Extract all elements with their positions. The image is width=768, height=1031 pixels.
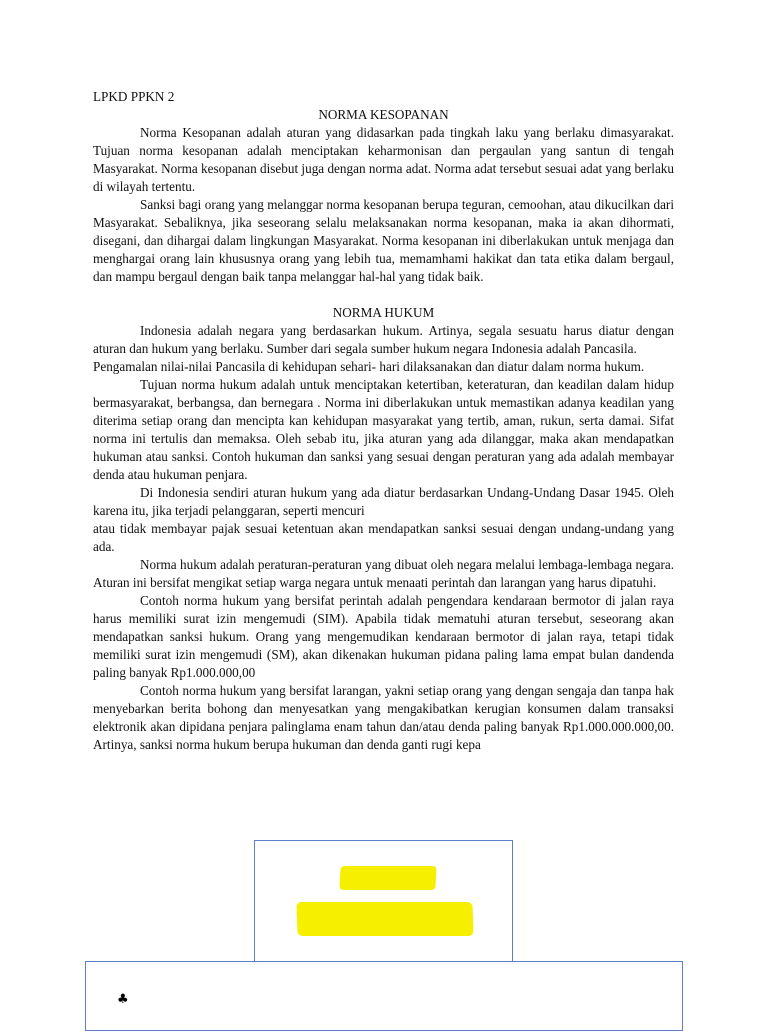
paragraph: Norma hukum adalah peraturan-peraturan yang dibuat oleh negara melalui lembaga-lembaga negara. Aturan ini bersifat mengikat setiap warga negara untuk menaati perintah dan larangan yang harus dipatuhi. <box>93 557 674 590</box>
paragraph: Di Indonesia sendiri aturan hukum yang ada diatur berdasarkan Undang-Undang Dasar 1945. Oleh karena itu, jika terjadi pelanggaran, seperti mencuri <box>93 485 674 518</box>
section-title-norma-hukum: NORMA HUKUM <box>332 305 435 320</box>
paragraph: Indonesia adalah negara yang berdasarkan hukum. Artinya, segala sesuatu harus diatur dengan aturan dan hukum yang berlaku. Sumber dari segala sumber hukum negara Indonesia adalah Pancasila. <box>93 323 674 356</box>
document-header: LPKD PPKN 2 <box>93 89 175 104</box>
section-title-norma-kesopanan: NORMA KESOPANAN <box>318 107 449 122</box>
bottom-text-box <box>85 961 683 1031</box>
paragraph: Contoh norma hukum yang bersifat larangan, yakni setiap orang yang dengan sengaja dan tanpa hak menyebarkan berita bohong dan menyesatkan yang mengakibatkan kerugian konsumen dalam transaksi elektronik akan dipidana penjara palinglama enam tahun dan/atau denda paling banyak Rp1.000.000.000,00. Artinya, sanksi norma hukum berupa hukuman dan denda ganti rugi kepa <box>93 683 674 752</box>
paragraph: Sanksi bagi orang yang melanggar norma kesopanan berupa teguran, cemoohan, atau dikucilkan dari Masyarakat. Sebaliknya, jika seseorang selalu melaksanakan norma kesopanan, maka ia akan dihormati, disegani, dan dihargai dalam lingkungan Masyarakat. Norma kesopanan ini diberlakukan untuk menjaga dan menghargai orang lain khususnya orang yang lebih tua, memamhami hakikat dan tata etika dalam bergaul, dan mampu bergaul dengan baik tanpa melanggar hal-hal yang tidak baik. <box>93 197 674 284</box>
highlight-mark <box>296 902 473 936</box>
paragraph: Pengamalan nilai-nilai Pancasila di kehidupan sehari- hari dilaksanakan dan diatur dalam norma hukum. <box>93 359 645 374</box>
document-page <box>93 88 674 754</box>
highlight-mark <box>339 866 436 890</box>
paragraph: atau tidak membayar pajak sesuai ketentuan akan mendapatkan sanksi sesuai dengan undang-undang yang ada. <box>93 521 674 554</box>
paragraph: Contoh norma hukum yang bersifat perintah adalah pengendara kendaraan bermotor di jalan raya harus memiliki surat izin mengemudi (SIM). Apabila tidak mematuhi aturan tersebut, seseorang akan mendapatkan sanksi hukum. Orang yang mengemudikan kendaraan bermotor di jalan raya, tetapi tidak memiliki surat izin mengemudi (SM), akan dikenakan hukuman pidana paling lama empat bulan dandenda paling banyak Rp1.000.000,00 <box>93 593 674 680</box>
paragraph: Norma Kesopanan adalah aturan yang didasarkan pada tingkah laku yang berlaku dimasyarakat. Tujuan norma kesopanan adalah menciptakan keharmonisan dan pergaulan yang santun di tengah Masyarakat. Norma kesopanan disebut juga dengan norma adat. Norma adat tersebut sesuai adat yang berlaku di wilayah tertentu. <box>93 125 674 194</box>
club-icon: ♣ <box>117 992 129 1007</box>
paragraph: Tujuan norma hukum adalah untuk menciptakan ketertiban, keteraturan, dan keadilan dalam hidup bermasyarakat, berbangsa, dan bernegara . Norma ini diberlakukan untuk memastikan adanya keadilan yang diterima setiap orang dan mencipta kan kehidupan masyarakat yang tertib, aman, rukun, serta damai. Sifat norma ini tertulis dan memaksa. Oleh sebab itu, jika aturan yang ada dilanggar, maka akan mendapatkan hukuman atau sanksi. Contoh hukuman dan sanksi yang sesuai dengan peraturan yang ada adalah membayar denda atau hukuman penjara. <box>93 377 674 482</box>
